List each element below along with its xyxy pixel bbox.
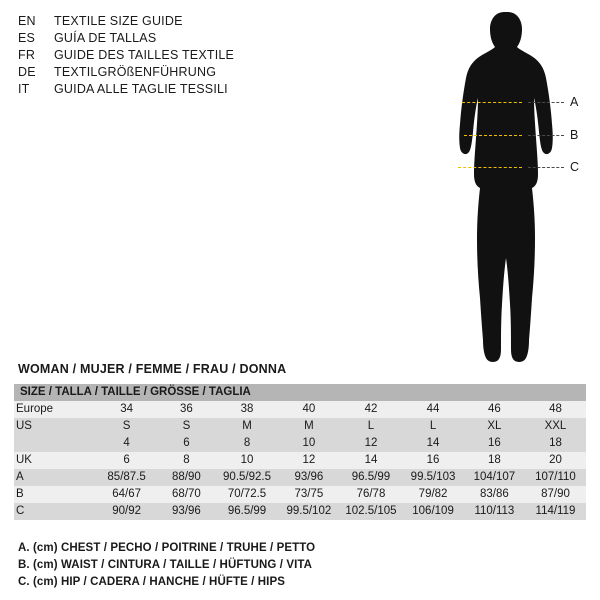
table-row <box>14 486 586 503</box>
cell: 96.5/99 <box>216 503 278 520</box>
row-label: C <box>14 503 96 520</box>
cell: 46 <box>464 401 525 418</box>
cell: 8 <box>216 435 278 452</box>
size-table-wrap <box>14 384 586 520</box>
table-header-cell: SIZE / TALLA / TAILLE / GRÖSSE / TAGLIA <box>14 384 586 401</box>
row-label: Europe <box>14 401 96 418</box>
cell: 76/78 <box>340 486 403 503</box>
cell: L <box>340 418 403 435</box>
cell: 6 <box>96 452 157 469</box>
cell: 38 <box>216 401 278 418</box>
cell: 107/110 <box>525 469 586 486</box>
cell: 90/92 <box>96 503 157 520</box>
cell: XXL <box>525 418 586 435</box>
cell: 73/75 <box>278 486 340 503</box>
measure-line-hip <box>458 167 522 168</box>
cell: M <box>216 418 278 435</box>
measure-extension-chest <box>528 102 564 103</box>
measurement-notes <box>18 540 578 591</box>
language-header-block <box>18 14 318 99</box>
row-label: B <box>14 486 96 503</box>
cell: XL <box>464 418 525 435</box>
figure-diagram <box>430 6 590 376</box>
cell: S <box>96 418 157 435</box>
cell: 114/119 <box>525 503 586 520</box>
female-silhouette-icon <box>430 6 590 376</box>
cell: 44 <box>402 401 464 418</box>
cell: 12 <box>278 452 340 469</box>
language-title-fr: GUIDE DES TAILLES TEXTILE <box>54 48 235 62</box>
cell: L <box>402 418 464 435</box>
language-row-en <box>18 14 318 31</box>
cell: S <box>157 418 216 435</box>
table-row <box>14 452 586 469</box>
cell: M <box>278 418 340 435</box>
table-row <box>14 435 586 452</box>
cell: 4 <box>96 435 157 452</box>
language-title-de: TEXTILGRÖßENFÜHRUNG <box>54 65 217 79</box>
cell: 36 <box>157 401 216 418</box>
cell: 70/72.5 <box>216 486 278 503</box>
language-title-it: GUIDA ALLE TAGLIE TESSILI <box>54 82 228 96</box>
cell: 99.5/102 <box>278 503 340 520</box>
cell: 87/90 <box>525 486 586 503</box>
measure-extension-waist <box>528 135 564 136</box>
table-row <box>14 418 586 435</box>
language-row-de <box>18 65 318 82</box>
language-code-de: DE <box>18 65 36 79</box>
table-row <box>14 401 586 418</box>
cell: 110/113 <box>464 503 525 520</box>
language-code-es: ES <box>18 31 36 45</box>
cell: 104/107 <box>464 469 525 486</box>
cell: 102.5/105 <box>340 503 403 520</box>
cell: 34 <box>96 401 157 418</box>
measure-label-a: A <box>570 95 579 109</box>
cell: 10 <box>216 452 278 469</box>
cell: 16 <box>464 435 525 452</box>
cell: 68/70 <box>157 486 216 503</box>
cell: 12 <box>340 435 403 452</box>
cell: 10 <box>278 435 340 452</box>
language-code-en: EN <box>18 14 36 28</box>
cell: 83/86 <box>464 486 525 503</box>
row-label: UK <box>14 452 96 469</box>
cell: 93/96 <box>157 503 216 520</box>
language-code-it: IT <box>18 82 30 96</box>
size-table <box>14 384 586 520</box>
table-row <box>14 503 586 520</box>
cell: 64/67 <box>96 486 157 503</box>
cell: 90.5/92.5 <box>216 469 278 486</box>
language-row-it <box>18 82 318 99</box>
language-row-fr <box>18 48 318 65</box>
cell: 14 <box>340 452 403 469</box>
measure-line-chest <box>462 102 522 103</box>
cell: 20 <box>525 452 586 469</box>
measure-label-c: C <box>570 160 580 174</box>
cell: 93/96 <box>278 469 340 486</box>
cell: 79/82 <box>402 486 464 503</box>
row-label: A <box>14 469 96 486</box>
note-hip: C. (cm) HIP / CADERA / HANCHE / HÜFTE / HIPS <box>18 576 286 588</box>
cell: 14 <box>402 435 464 452</box>
cell: 8 <box>157 452 216 469</box>
cell: 85/87.5 <box>96 469 157 486</box>
cell: 99.5/103 <box>402 469 464 486</box>
measure-label-b: B <box>570 128 579 142</box>
cell: 6 <box>157 435 216 452</box>
cell: 18 <box>525 435 586 452</box>
note-waist: B. (cm) WAIST / CINTURA / TAILLE / HÜFTUNG / VITA <box>18 559 313 571</box>
cell: 48 <box>525 401 586 418</box>
note-chest: A. (cm) CHEST / PECHO / POITRINE / TRUHE / PETTO <box>18 542 316 554</box>
cell: 18 <box>464 452 525 469</box>
language-title-es: GUÍA DE TALLAS <box>54 31 157 45</box>
language-row-es <box>18 31 318 48</box>
cell: 106/109 <box>402 503 464 520</box>
cell: 96.5/99 <box>340 469 403 486</box>
language-code-fr: FR <box>18 48 36 62</box>
cell: 16 <box>402 452 464 469</box>
cell: 88/90 <box>157 469 216 486</box>
row-label <box>14 435 96 452</box>
measure-line-waist <box>464 135 522 136</box>
language-title-en: TEXTILE SIZE GUIDE <box>54 14 183 28</box>
cell: 42 <box>340 401 403 418</box>
cell: 40 <box>278 401 340 418</box>
row-label: US <box>14 418 96 435</box>
measure-extension-hip <box>528 167 564 168</box>
table-row <box>14 469 586 486</box>
table-caption: WOMAN / MUJER / FEMME / FRAU / DONNA <box>18 362 287 376</box>
table-header-row <box>14 384 586 401</box>
